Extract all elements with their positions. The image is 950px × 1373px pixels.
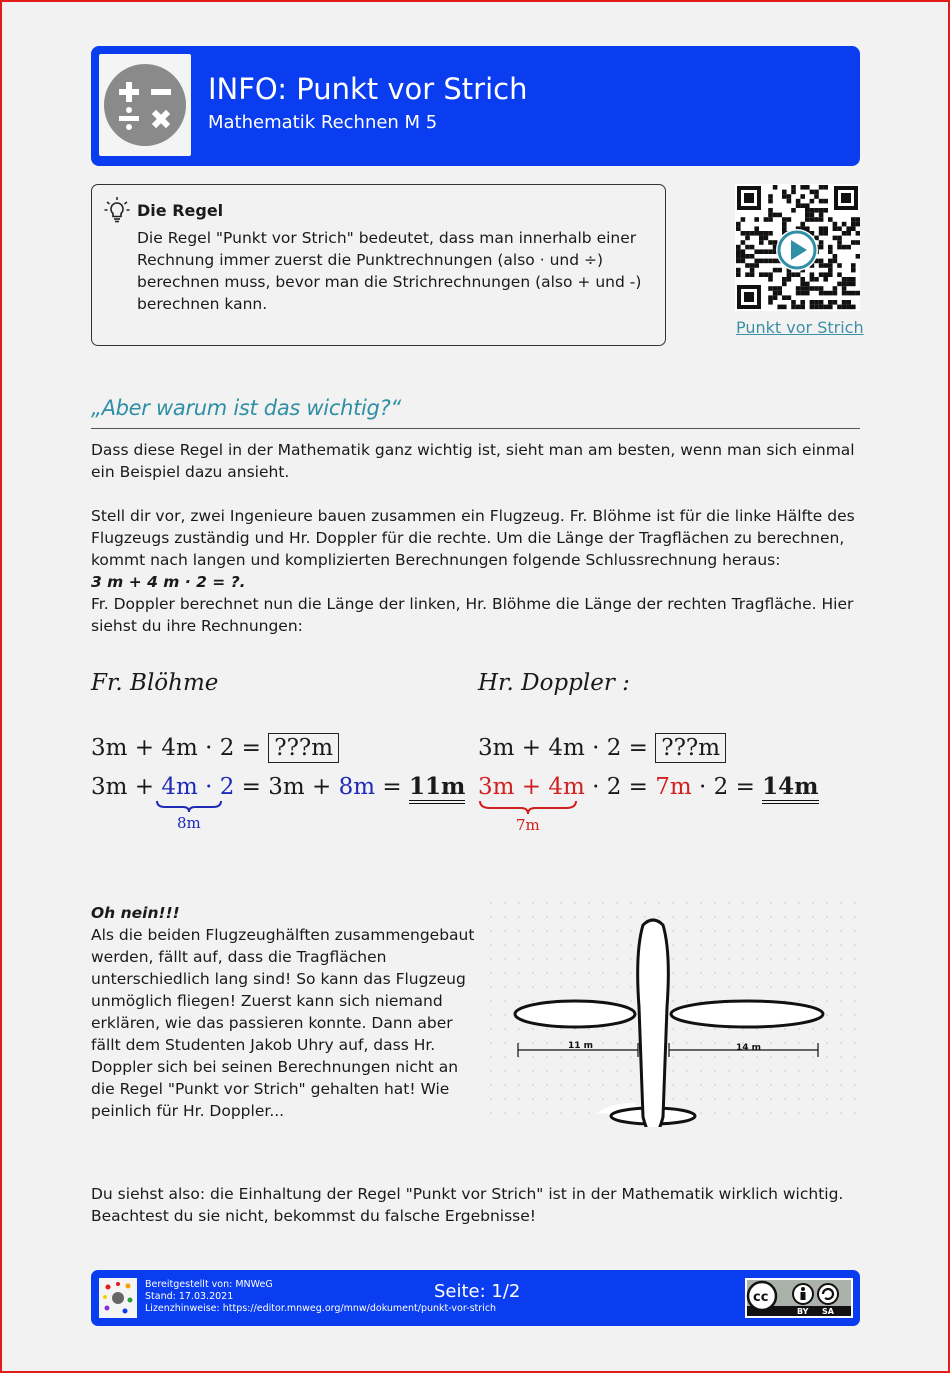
doppler-line1 (478, 735, 726, 761)
mnweg-logo-icon (99, 1278, 137, 1318)
fuselage (638, 920, 669, 1127)
cc-by-text: BY (797, 1307, 809, 1316)
left-wing (515, 1001, 635, 1027)
rule-info-box (91, 184, 666, 346)
rule-title: Die Regel (137, 201, 224, 220)
intro-paragraph: Dass diese Regel in der Mathematik ganz wichtig ist, sieht man am besten, wenn man sich einmal ein Beispiel dazu ansieht. (91, 441, 855, 481)
page-number: Seite: 1/2 (434, 1281, 521, 1302)
left-length-label: 11 m (568, 1041, 594, 1051)
airplane-illustration (485, 897, 860, 1127)
story-paragraph (91, 505, 861, 637)
length-markers (518, 1043, 818, 1057)
bloehme-underbrace (155, 799, 223, 813)
ohnein-title: Oh nein!!! (91, 904, 180, 922)
bloehme-result: 11m (409, 773, 465, 804)
bloehme-l2-a: 3m + (91, 774, 162, 800)
doppler-l2-b: · 2 = (584, 774, 656, 800)
bloehme-unknown-box: ???m (268, 733, 339, 763)
bloehme-l2-8m: 8m (338, 774, 376, 800)
doppler-line1-expr: 3m + 4m · 2 = (478, 735, 656, 761)
footer-date: Stand: 17.03.2021 (145, 1291, 234, 1302)
bloehme-l2-c: = 3m + (234, 774, 339, 800)
cc-sa-text: SA (822, 1307, 834, 1316)
bloehme-label: Fr. Blöhme (91, 670, 219, 696)
qr-video-link[interactable]: Punkt vor Strich (736, 318, 864, 337)
story-formula: 3 m + 4 m · 2 = ?. (91, 573, 246, 591)
calculator-logo-icon (99, 54, 191, 156)
bloehme-line2 (91, 773, 465, 800)
story-intro-text: Stell dir vor, zwei Ingenieure bauen zusammen ein Flugzeug. Fr. Blöhme ist für die linke Hälfte des Flugzeugs zuständig und Hr. Doppler für die rechte. Um die Länge der Tragflächen zu berechnen, kommt nach langen und komplizierten Berechnungen folgende Schlussrechnung heraus: (91, 507, 855, 569)
section-heading: „Aber warum ist das wichtig?“ (91, 396, 402, 420)
doppler-l2-sum: 3m + 4m (478, 774, 585, 800)
svg-text:cc: cc (753, 1290, 769, 1305)
right-wing (671, 1001, 823, 1027)
section-divider (91, 428, 860, 429)
page-title: INFO: Punkt vor Strich (208, 72, 528, 106)
story-outro-text: Fr. Doppler berechnet nun die Länge der linken, Hr. Blöhme die Länge der rechten Tragfläche. Hier siehst du ihre Rechnungen: (91, 595, 854, 635)
doppler-l2-d: · 2 = (691, 774, 763, 800)
bloehme-l2-eq: = (375, 774, 409, 800)
footer-license: Lizenzhinweise: https://editor.mnweg.org/mnw/dokument/punkt-vor-strich (145, 1303, 497, 1314)
ohnein-text: Als die beiden Flugzeughälften zusammengebaut werden, fällt auf, dass die Tragflächen unterschiedlich lang sind! So kann das Flugzeug unmöglich fliegen! Zuerst kann sich niemand erklären, wie das passieren konnte. Dann aber fällt dem Studenten Jakob Uhry auf, dass Hr. Doppler sich bei seinen Berechnungen nicht an die Regel "Punkt vor Strich" gehalten hat! Wie peinlich für Hr. Doppler... (91, 926, 475, 1120)
rule-text: Die Regel "Punkt vor Strich" bedeutet, dass man innerhalb einer Rechnung immer zuerst die Punktrechnungen (also · und ÷) berechnen muss, bevor man die Strichrechnungen (also + und -) berechnen kann. (137, 229, 642, 313)
bloehme-line1 (91, 735, 339, 761)
doppler-underbrace (478, 799, 580, 815)
closing-paragraph: Du siehst also: die Einhaltung der Regel "Punkt vor Strich" ist in der Mathematik wirklich wichtig. Beachtest du sie nicht, bekommst du falsche Ergebnisse! (91, 1185, 844, 1225)
bloehme-brace-label: 8m (177, 814, 201, 832)
bloehme-line1-expr: 3m + 4m · 2 = (91, 735, 269, 761)
header-banner (91, 46, 860, 166)
footer-banner (91, 1270, 860, 1326)
doppler-l2-7m: 7m (655, 774, 692, 800)
bloehme-l2-product: 4m · 2 (161, 774, 235, 800)
doppler-label: Hr. Doppler : (478, 670, 630, 696)
doppler-line2 (478, 773, 819, 800)
page-subtitle: Mathematik Rechnen M 5 (208, 112, 438, 133)
right-length-label: 14 m (736, 1043, 762, 1053)
ohnein-paragraph (91, 902, 481, 1122)
doppler-unknown-box: ???m (655, 733, 726, 763)
doppler-brace-label: 7m (516, 816, 540, 834)
doppler-result: 14m (762, 773, 818, 804)
cc-by-sa-license-icon[interactable] (745, 1278, 853, 1318)
footer-provider: Bereitgestellt von: MNWeG (145, 1279, 273, 1290)
lightbulb-icon (104, 196, 130, 224)
qr-code-icon[interactable] (735, 184, 860, 311)
